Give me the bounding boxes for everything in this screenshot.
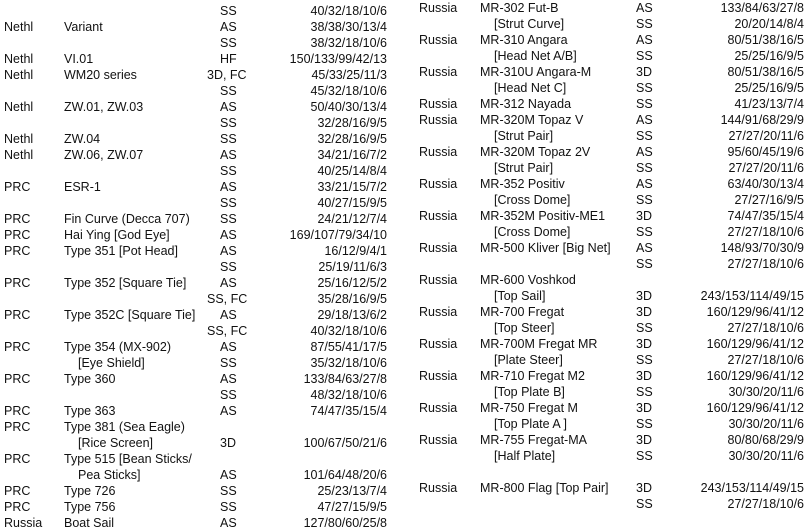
radar-name-cell: [Cross Dome] (494, 225, 571, 239)
country-cell: PRC (4, 340, 31, 354)
radar-type-cell: SS (220, 4, 237, 18)
radar-name-cell: Hai Ying [God Eye] (64, 228, 170, 242)
range-values-cell: 40/32/18/10/6 (310, 4, 387, 18)
radar-type-cell: SS (220, 484, 237, 498)
range-values-cell: 150/133/99/42/13 (289, 52, 387, 66)
radar-name-cell: WM20 series (64, 68, 137, 82)
range-values-cell: 24/21/12/7/4 (317, 212, 387, 226)
radar-type-cell: 3D (636, 481, 652, 495)
radar-name-cell: [Strut Pair] (494, 129, 554, 143)
radar-type-cell: AS (636, 113, 653, 127)
range-values-cell: 29/18/13/6/2 (317, 308, 387, 322)
radar-name-cell: [Plate Steer] (494, 353, 563, 367)
radar-type-cell: AS (220, 340, 237, 354)
range-values-cell: 101/64/48/20/6 (303, 468, 387, 482)
radar-type-cell: 3D (636, 305, 652, 319)
range-values-cell: 45/32/18/10/6 (310, 84, 387, 98)
radar-type-cell: SS (220, 164, 237, 178)
radar-name-cell: MR-800 Flag [Top Pair] (480, 481, 609, 495)
range-values-cell: 63/40/30/13/4 (727, 177, 804, 191)
radar-type-cell: SS (220, 36, 237, 50)
radar-name-cell: ZW.04 (64, 132, 101, 146)
range-values-cell: 32/28/16/9/5 (317, 132, 387, 146)
range-values-cell: 127/80/60/25/8 (303, 516, 387, 530)
radar-type-cell: SS (220, 500, 237, 514)
radar-name-cell: Type 381 (Sea Eagle) (64, 420, 185, 434)
range-values-cell: 27/27/18/10/6 (727, 257, 804, 271)
radar-name-cell: ESR-1 (64, 180, 101, 194)
range-values-cell: 38/32/18/10/6 (310, 36, 387, 50)
range-values-cell: 80/80/68/29/9 (727, 433, 804, 447)
country-cell: PRC (4, 212, 31, 226)
radar-name-cell: [Cross Dome] (494, 193, 571, 207)
radar-name-cell: [Head Net C] (494, 81, 567, 95)
radar-type-cell: 3D (636, 289, 652, 303)
radar-name-cell: Type 515 [Bean Sticks/ (64, 452, 192, 466)
country-cell: Nethl (4, 148, 34, 162)
country-cell: Russia (419, 97, 458, 111)
country-cell: Russia (419, 177, 458, 191)
country-cell: Nethl (4, 20, 34, 34)
radar-type-cell: SS (636, 449, 653, 463)
range-values-cell: 169/107/79/34/10 (289, 228, 387, 242)
radar-type-cell: AS (636, 1, 653, 15)
radar-name-cell: MR-320M Topaz V (480, 113, 584, 127)
radar-type-cell: AS (636, 177, 653, 191)
radar-type-cell: SS (220, 132, 237, 146)
radar-type-cell: SS (636, 225, 653, 239)
radar-name-cell: [Eye Shield] (78, 356, 145, 370)
radar-name-cell: MR-302 Fut-B (480, 1, 559, 15)
radar-type-cell: SS (220, 116, 237, 130)
radar-type-cell: AS (220, 308, 237, 322)
country-cell: PRC (4, 180, 31, 194)
radar-type-cell: 3D (636, 65, 652, 79)
country-cell: Russia (419, 273, 458, 287)
range-values-cell: 40/25/14/8/4 (317, 164, 387, 178)
range-values-cell: 74/47/35/15/4 (727, 209, 804, 223)
radar-type-cell: AS (636, 241, 653, 255)
range-values-cell: 33/21/15/7/2 (317, 180, 387, 194)
radar-type-cell: SS (636, 129, 653, 143)
range-values-cell: 160/129/96/41/12 (706, 369, 804, 383)
range-values-cell: 25/25/16/9/5 (734, 81, 804, 95)
country-cell: Russia (419, 113, 458, 127)
range-values-cell: 38/38/30/13/4 (310, 20, 387, 34)
range-values-cell: 25/25/16/9/5 (734, 49, 804, 63)
radar-type-cell: AS (220, 148, 237, 162)
radar-type-cell: SS (220, 260, 237, 274)
country-cell: Russia (419, 1, 458, 15)
right-column-table (418, 0, 810, 531)
radar-name-cell: [Head Net A/B] (494, 49, 577, 63)
range-values-cell: 25/16/12/5/2 (317, 276, 387, 290)
country-cell: PRC (4, 484, 31, 498)
country-cell: Russia (419, 65, 458, 79)
country-cell: Russia (419, 209, 458, 223)
radar-name-cell: MR-310U Angara-M (480, 65, 592, 79)
range-values-cell: 100/67/50/21/6 (303, 436, 387, 450)
radar-name-cell: Type 726 (64, 484, 116, 498)
radar-type-cell: SS (636, 497, 653, 511)
radar-name-cell: MR-700 Fregat (480, 305, 565, 319)
radar-name-cell: ZW.06, ZW.07 (64, 148, 144, 162)
radar-type-cell: SS (636, 257, 653, 271)
range-values-cell: 27/27/18/10/6 (727, 353, 804, 367)
country-cell: PRC (4, 404, 31, 418)
range-values-cell: 27/27/20/11/6 (728, 129, 804, 143)
country-cell: PRC (4, 500, 31, 514)
radar-type-cell: SS (636, 385, 653, 399)
country-cell: Nethl (4, 68, 34, 82)
range-values-cell: 32/28/16/9/5 (317, 116, 387, 130)
radar-name-cell: ZW.01, ZW.03 (64, 100, 144, 114)
radar-type-cell: AS (220, 372, 237, 386)
country-cell: Russia (419, 337, 458, 351)
radar-type-cell: AS (220, 228, 237, 242)
radar-type-cell: AS (220, 516, 237, 530)
country-cell: PRC (4, 276, 31, 290)
radar-type-cell: 3D (636, 337, 652, 351)
radar-type-cell: 3D (636, 433, 652, 447)
radar-type-cell: SS (220, 356, 237, 370)
radar-name-cell: [Rice Screen] (78, 436, 154, 450)
range-values-cell: 30/30/20/11/6 (728, 417, 804, 431)
range-values-cell: 25/23/13/7/4 (317, 484, 387, 498)
range-values-cell: 133/84/63/27/8 (720, 1, 804, 15)
country-cell: PRC (4, 308, 31, 322)
radar-type-cell: AS (220, 180, 237, 194)
range-values-cell: 41/23/13/7/4 (734, 97, 804, 111)
radar-name-cell: MR-320M Topaz 2V (480, 145, 591, 159)
radar-name-cell: Type 363 (64, 404, 116, 418)
radar-name-cell: MR-755 Fregat-MA (480, 433, 587, 447)
radar-type-cell: SS (220, 196, 237, 210)
country-cell: Russia (419, 33, 458, 47)
country-cell: PRC (4, 452, 31, 466)
radar-type-cell: SS (636, 97, 653, 111)
country-cell: PRC (4, 244, 31, 258)
radar-type-cell: SS (636, 193, 653, 207)
range-values-cell: 243/153/114/49/15 (700, 289, 804, 303)
range-values-cell: 20/20/14/8/4 (734, 17, 804, 31)
radar-name-cell: Type 354 (MX-902) (64, 340, 171, 354)
radar-type-cell: 3D, FC (207, 68, 247, 82)
radar-type-cell: SS (636, 321, 653, 335)
range-values-cell: 30/30/20/11/6 (728, 385, 804, 399)
radar-type-cell: SS (636, 49, 653, 63)
country-cell: Russia (419, 401, 458, 415)
radar-type-cell: SS (220, 212, 237, 226)
country-cell: Russia (4, 516, 43, 530)
range-values-cell: 40/27/15/9/5 (317, 196, 387, 210)
range-values-cell: 160/129/96/41/12 (706, 337, 804, 351)
radar-name-cell: VI.01 (64, 52, 94, 66)
range-values-cell: 160/129/96/41/12 (706, 305, 804, 319)
radar-type-cell: SS, FC (207, 324, 248, 338)
country-cell: Russia (419, 369, 458, 383)
range-values-cell: 45/33/25/11/3 (311, 68, 387, 82)
radar-type-cell: SS (636, 417, 653, 431)
radar-name-cell: [Top Steer] (494, 321, 555, 335)
range-values-cell: 35/32/18/10/6 (310, 356, 387, 370)
range-values-cell: 80/51/38/16/5 (727, 65, 804, 79)
radar-name-cell: [Half Plate] (494, 449, 556, 463)
left-column-table (0, 0, 400, 531)
radar-type-cell: SS (636, 81, 653, 95)
radar-type-cell: AS (636, 33, 653, 47)
range-values-cell: 27/27/20/11/6 (728, 161, 804, 175)
radar-type-cell: AS (220, 100, 237, 114)
radar-type-cell: SS (220, 388, 237, 402)
country-cell: Russia (419, 145, 458, 159)
radar-type-cell: AS (220, 244, 237, 258)
radar-type-cell: SS (220, 84, 237, 98)
range-values-cell: 144/91/68/29/9 (720, 113, 804, 127)
radar-name-cell: Pea Sticks] (78, 468, 141, 482)
radar-type-cell: 3D (636, 401, 652, 415)
range-values-cell: 74/47/35/15/4 (310, 404, 387, 418)
country-cell: Nethl (4, 52, 34, 66)
radar-name-cell: Type 352 [Square Tie] (64, 276, 187, 290)
country-cell: PRC (4, 228, 31, 242)
range-values-cell: 47/27/15/9/5 (317, 500, 387, 514)
radar-type-cell: SS, FC (207, 292, 248, 306)
radar-name-cell: [Top Sail] (494, 289, 546, 303)
radar-name-cell: Type 351 [Pot Head] (64, 244, 178, 258)
radar-name-cell: MR-710 Fregat M2 (480, 369, 585, 383)
range-values-cell: 50/40/30/13/4 (310, 100, 387, 114)
radar-type-cell: AS (220, 468, 237, 482)
range-values-cell: 27/27/18/10/6 (727, 497, 804, 511)
country-cell: Nethl (4, 100, 34, 114)
radar-type-cell: 3D (636, 369, 652, 383)
radar-type-cell: HF (220, 52, 237, 66)
radar-type-cell: SS (636, 353, 653, 367)
radar-type-cell: AS (636, 145, 653, 159)
radar-name-cell: MR-312 Nayada (480, 97, 572, 111)
radar-name-cell: MR-352M Positiv-ME1 (480, 209, 606, 223)
range-values-cell: 148/93/70/30/9 (720, 241, 804, 255)
radar-name-cell: Boat Sail (64, 516, 115, 530)
radar-name-cell: [Strut Pair] (494, 161, 554, 175)
range-values-cell: 87/55/41/17/5 (310, 340, 387, 354)
range-values-cell: 30/30/20/11/6 (728, 449, 804, 463)
country-cell: Nethl (4, 132, 34, 146)
range-values-cell: 25/19/11/6/3 (318, 260, 387, 274)
range-values-cell: 243/153/114/49/15 (700, 481, 804, 495)
radar-type-cell: AS (220, 404, 237, 418)
country-cell: PRC (4, 420, 31, 434)
range-values-cell: 80/51/38/16/5 (727, 33, 804, 47)
radar-name-cell: Variant (64, 20, 103, 34)
radar-type-cell: AS (220, 20, 237, 34)
range-values-cell: 48/32/18/10/6 (310, 388, 387, 402)
range-values-cell: 16/12/9/4/1 (324, 244, 387, 258)
radar-name-cell: Type 352C [Square Tie] (64, 308, 196, 322)
range-values-cell: 95/60/45/19/6 (727, 145, 804, 159)
range-values-cell: 35/28/16/9/5 (317, 292, 387, 306)
radar-type-cell: SS (636, 17, 653, 31)
range-values-cell: 40/32/18/10/6 (310, 324, 387, 338)
radar-name-cell: [Strut Curve] (494, 17, 565, 31)
country-cell: Russia (419, 305, 458, 319)
radar-name-cell: Fin Curve (Decca 707) (64, 212, 190, 226)
country-cell: Russia (419, 241, 458, 255)
country-cell: Russia (419, 481, 458, 495)
range-values-cell: 27/27/18/10/6 (727, 321, 804, 335)
radar-name-cell: Type 360 (64, 372, 116, 386)
radar-name-cell: [Top Plate A ] (494, 417, 567, 431)
country-cell: PRC (4, 372, 31, 386)
radar-type-cell: 3D (220, 436, 236, 450)
radar-type-cell: AS (220, 276, 237, 290)
radar-name-cell: MR-310 Angara (480, 33, 568, 47)
range-values-cell: 27/27/16/9/5 (734, 193, 804, 207)
radar-name-cell: MR-352 Positiv (480, 177, 565, 191)
radar-name-cell: [Top Plate B] (494, 385, 565, 399)
radar-name-cell: MR-500 Kliver [Big Net] (480, 241, 611, 255)
radar-name-cell: MR-700M Fregat MR (480, 337, 598, 351)
radar-type-cell: SS (636, 161, 653, 175)
range-values-cell: 27/27/18/10/6 (727, 225, 804, 239)
radar-type-cell: 3D (636, 209, 652, 223)
radar-name-cell: Type 756 (64, 500, 116, 514)
range-values-cell: 160/129/96/41/12 (706, 401, 804, 415)
range-values-cell: 133/84/63/27/8 (303, 372, 387, 386)
country-cell: Russia (419, 433, 458, 447)
range-values-cell: 34/21/16/7/2 (317, 148, 387, 162)
radar-name-cell: MR-600 Voshkod (480, 273, 576, 287)
radar-name-cell: MR-750 Fregat M (480, 401, 578, 415)
